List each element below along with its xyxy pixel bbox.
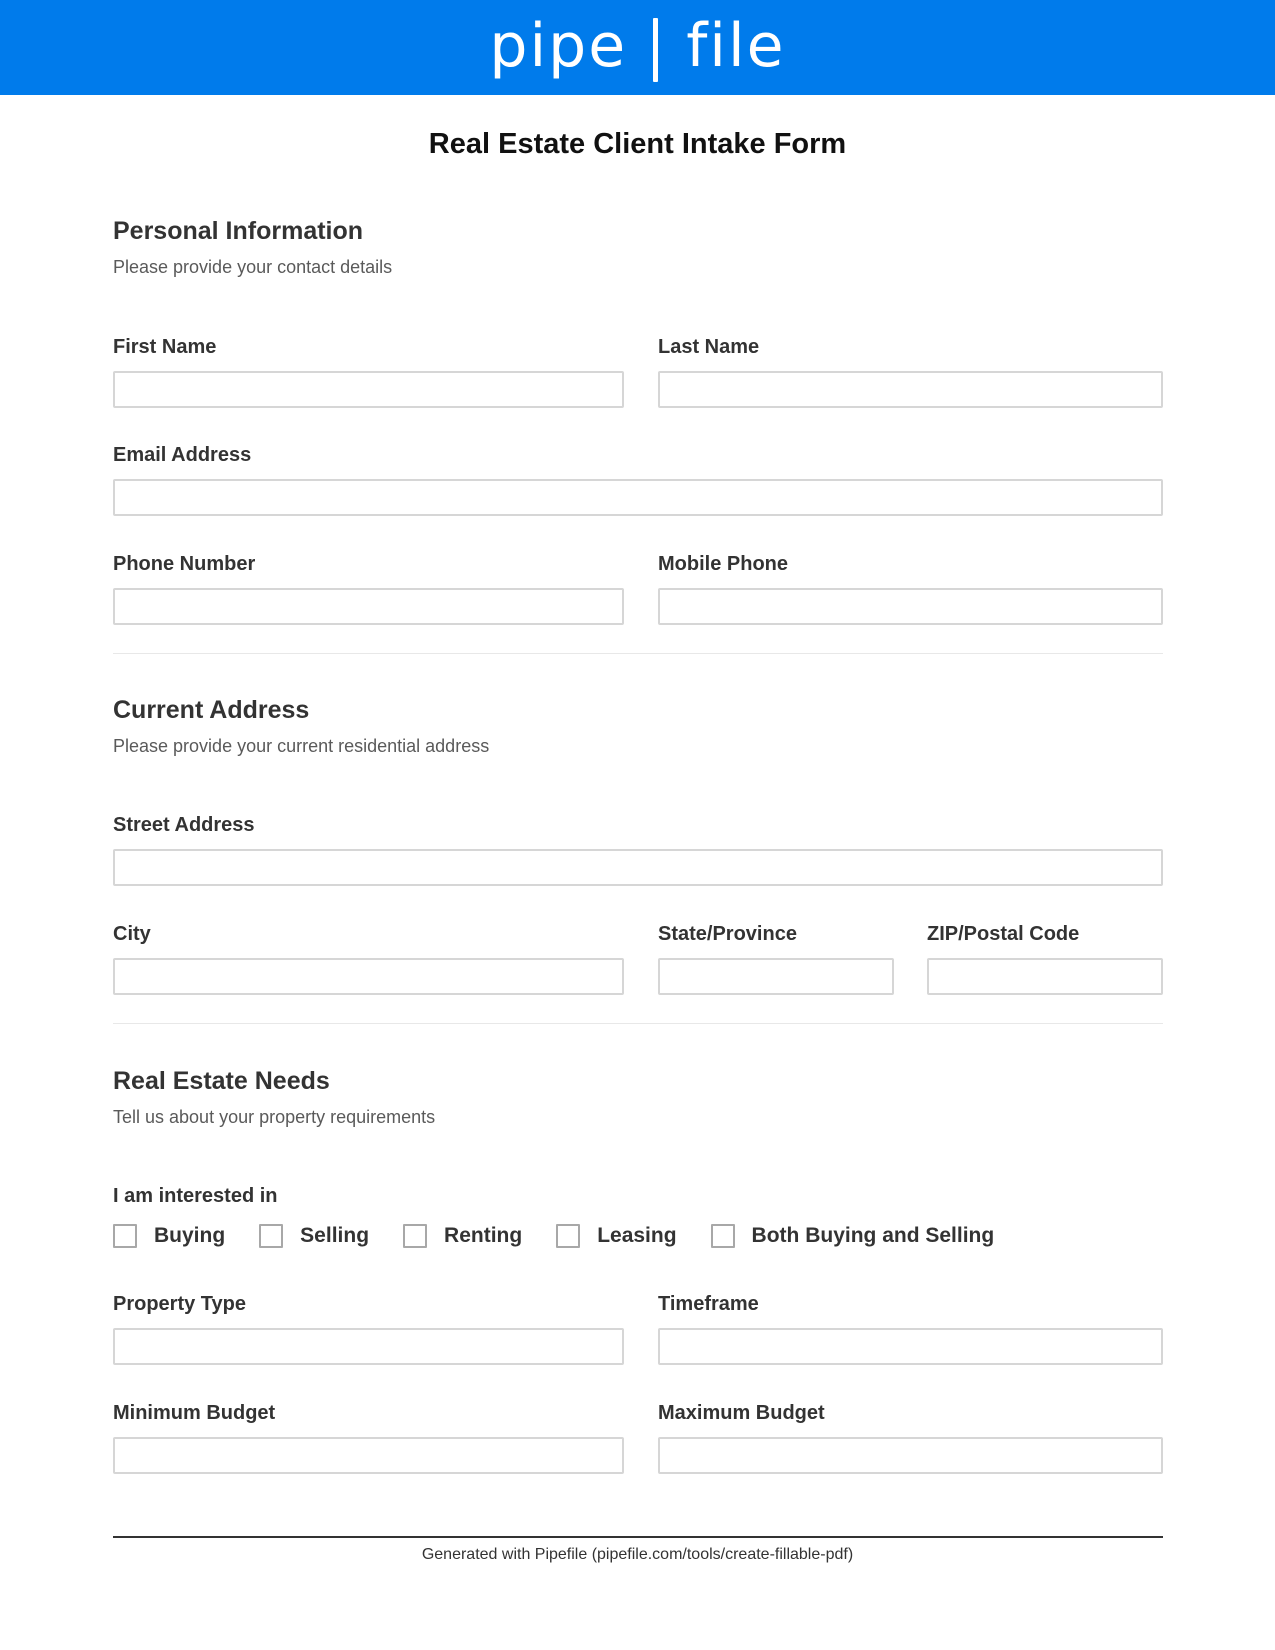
label-max-budget: Maximum Budget (658, 1402, 825, 1424)
checkbox-label: Selling (300, 1224, 370, 1247)
option-renting[interactable] (403, 1224, 522, 1248)
pipefile-logo (489, 10, 786, 81)
section-title-address: Current Address (113, 696, 310, 724)
label-property-type: Property Type (113, 1293, 246, 1315)
section-divider (113, 1023, 1163, 1024)
mobile-field[interactable] (658, 588, 1163, 625)
section-subtitle-address: Please provide your current residential address (113, 736, 490, 756)
option-buying[interactable] (113, 1224, 225, 1248)
max-budget-field[interactable] (658, 1437, 1163, 1474)
property-type-field[interactable] (113, 1328, 624, 1365)
label-min-budget: Minimum Budget (113, 1402, 276, 1424)
label-city: City (113, 923, 151, 945)
footer-credit: Generated with Pipefile (pipefile.com/tools/create-fillable-pdf) (421, 1546, 854, 1563)
checkbox-leasing[interactable] (556, 1224, 580, 1248)
checkbox-selling[interactable] (259, 1224, 283, 1248)
phone-field[interactable] (113, 588, 624, 625)
street-address-field[interactable] (113, 849, 1163, 886)
section-subtitle-needs: Tell us about your property requirements (113, 1107, 436, 1127)
label-zip: ZIP/Postal Code (927, 923, 1080, 945)
label-last-name: Last Name (658, 336, 760, 358)
option-leasing[interactable] (556, 1224, 676, 1248)
label-first-name: First Name (113, 336, 217, 358)
zip-field[interactable] (927, 958, 1163, 995)
label-timeframe: Timeframe (658, 1293, 759, 1315)
checkbox-label: Renting (444, 1224, 523, 1247)
section-title-personal: Personal Information (113, 217, 364, 245)
section-subtitle-personal: Please provide your contact details (113, 257, 393, 277)
section-divider (113, 653, 1163, 654)
logo-separator (653, 18, 658, 82)
label-phone: Phone Number (113, 553, 256, 575)
logo-text-right: file (686, 10, 786, 81)
option-both[interactable] (711, 1224, 995, 1248)
city-field[interactable] (113, 958, 624, 995)
header-banner (0, 0, 1275, 95)
label-email: Email Address (113, 444, 252, 466)
label-street: Street Address (113, 814, 255, 836)
state-field[interactable] (658, 958, 894, 995)
checkbox-label: Buying (154, 1224, 226, 1247)
interest-checkbox-group (113, 1222, 1028, 1250)
checkbox-renting[interactable] (403, 1224, 427, 1248)
section-title-needs: Real Estate Needs (113, 1067, 330, 1095)
timeframe-field[interactable] (658, 1328, 1163, 1365)
document-title: Real Estate Client Intake Form (428, 128, 847, 160)
footer-rule (113, 1536, 1163, 1538)
email-field[interactable] (113, 479, 1163, 516)
checkbox-label: Both Buying and Selling (751, 1224, 995, 1247)
checkbox-both-buying-selling[interactable] (711, 1224, 735, 1248)
last-name-field[interactable] (658, 371, 1163, 408)
checkbox-label: Leasing (597, 1224, 677, 1247)
option-selling[interactable] (259, 1224, 369, 1248)
checkbox-buying[interactable] (113, 1224, 137, 1248)
min-budget-field[interactable] (113, 1437, 624, 1474)
logo-text-left: pipe (489, 10, 628, 81)
label-mobile: Mobile Phone (658, 553, 788, 575)
label-interest: I am interested in (113, 1185, 278, 1207)
label-state: State/Province (658, 923, 797, 945)
first-name-field[interactable] (113, 371, 624, 408)
